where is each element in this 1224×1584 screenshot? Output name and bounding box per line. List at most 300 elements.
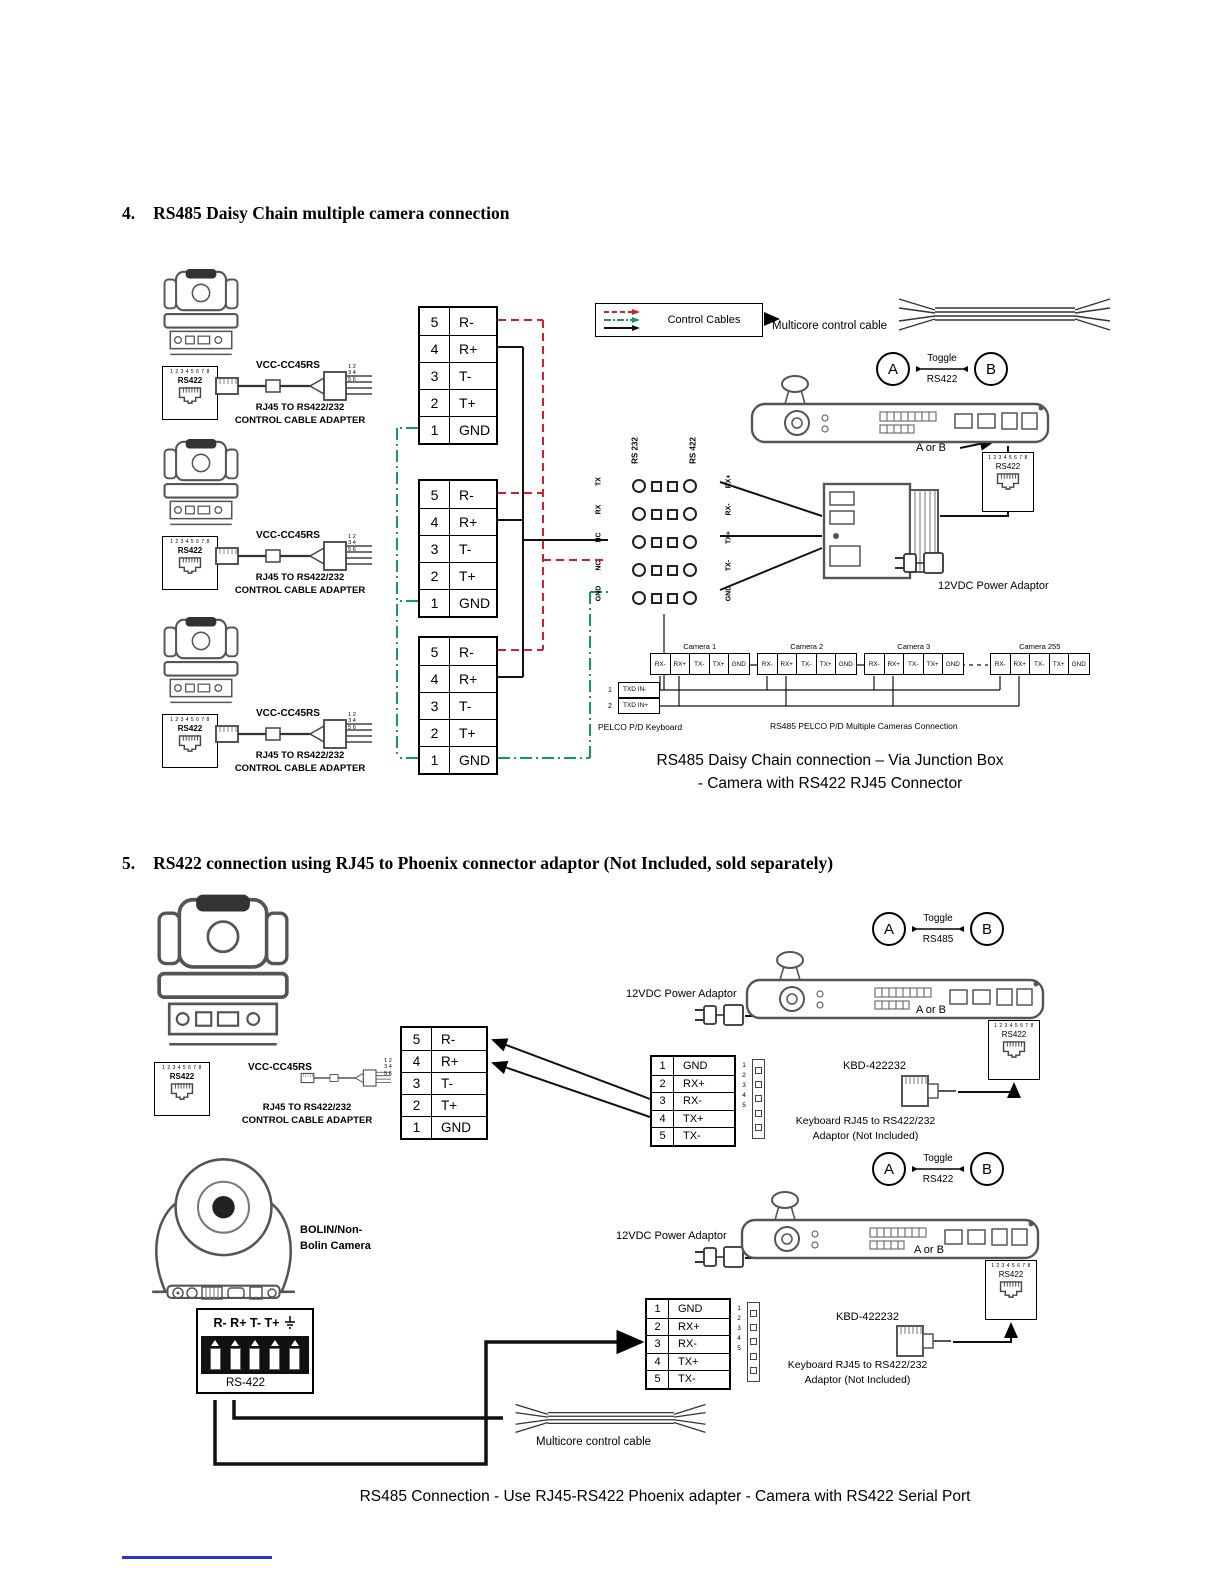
bolin-label-line1: BOLIN/Non- (300, 1224, 363, 1236)
screw-terminal-icon (683, 591, 697, 605)
toggle-a-circle: A (872, 912, 906, 946)
rs422-label: RS422 (177, 376, 203, 385)
legend-label: Control Cables (667, 314, 741, 326)
toggle-label: Toggle (923, 913, 953, 924)
strip-cell: RX+ (885, 654, 905, 674)
pin-label: R+ (441, 1054, 459, 1069)
keyboard-terminal-block (645, 1298, 731, 1390)
pin-label: GND (459, 422, 491, 438)
junction-right-pin-label: GND (725, 585, 733, 602)
pin-number: 3 (402, 1073, 432, 1094)
adapter-pin-digits: 1 2 3 4 5 6 (348, 534, 356, 553)
rj45-pin-digits: 1 2 3 4 5 6 7 8 (170, 369, 210, 375)
junction-left-pin-label: NC (595, 532, 603, 543)
terminal-row (420, 692, 496, 719)
pin-number: 2 (420, 390, 450, 416)
junction-row (595, 474, 733, 494)
pelco-keyboard-label: PELCO P/D Keyboard (598, 722, 683, 732)
daisy-strip-3 (864, 642, 964, 675)
pin-number: 5 (647, 1371, 669, 1388)
vcc-cable-label: VCC-CC45RS (256, 708, 320, 719)
phoenix-pin-digits: 1 2 3 4 5 (737, 1305, 741, 1353)
pin-label: TX- (683, 1130, 701, 1143)
strip-cell: TX- (690, 654, 710, 674)
pin-label: GND (441, 1120, 471, 1135)
toggle-ab-switch (872, 912, 1004, 946)
arrow-up-icon (251, 1340, 259, 1346)
screw-terminal-icon (683, 479, 697, 493)
legend-wire-samples-icon (602, 307, 644, 333)
double-arrow-icon (911, 1164, 965, 1174)
terminal-block-camera3 (418, 636, 498, 775)
section5-title: RS422 connection using RJ45 to Phoenix connector adaptor (Not Included, sold separately) (153, 853, 834, 873)
pin-label: T+ (459, 725, 476, 741)
pin-number: 3 (420, 693, 450, 719)
junction-left-pin-label: TX (595, 477, 603, 486)
camera-strip-label: Camera 255 (1019, 642, 1061, 651)
pelco-pin-label: TXD IN- (618, 682, 660, 698)
pin-number: 3 (652, 1093, 674, 1110)
pin-number: 2 (647, 1319, 669, 1336)
camera-rear-ports-icon (168, 1280, 318, 1306)
adapter-caption (212, 1102, 402, 1128)
vcc-cable-label: VCC-CC45RS (248, 1062, 312, 1073)
rs422-label: RS422 (995, 462, 1021, 471)
wire-hole-icon (651, 565, 662, 576)
strip-cell: RX- (758, 654, 778, 674)
toggle-protocol-label: RS485 (922, 934, 954, 945)
wire-slot-icon (210, 1348, 221, 1370)
terminal-row (420, 362, 496, 389)
pin-number: 3 (420, 536, 450, 562)
pin-number: 2 (420, 563, 450, 589)
wire-slot-icon (289, 1348, 300, 1370)
strip-cell: RX- (651, 654, 671, 674)
strip-cell: TX- (1030, 654, 1050, 674)
terminal-row (402, 1028, 486, 1050)
wire-slot-icon (249, 1348, 260, 1370)
phoenix-cell (249, 1340, 260, 1370)
pin-label: TX- (678, 1373, 696, 1386)
pelco-pin-number: 2 (608, 702, 612, 710)
section4-title: RS485 Daisy Chain multiple camera connection (153, 203, 510, 223)
junction-right-pin-label: TX- (725, 559, 733, 572)
terminal-row (647, 1370, 729, 1388)
toggle-b-circle: B (970, 912, 1004, 946)
controller-rs422-port-box (985, 1260, 1037, 1320)
phoenix-header (198, 1310, 312, 1336)
terminal-block-rs422 (400, 1026, 488, 1140)
screw-terminal-icon (683, 507, 697, 521)
pin-number: 2 (420, 720, 450, 746)
rs422-label: RS422 (1001, 1030, 1027, 1039)
camera-strip (864, 653, 964, 675)
adapter-pin-digits: 1 2 3 4 5 6 (348, 712, 356, 731)
terminal-row (420, 508, 496, 535)
terminal-row (647, 1335, 729, 1353)
pin-label: TX+ (678, 1355, 699, 1368)
section4-figure-caption (560, 752, 1100, 793)
pin-number: 5 (420, 308, 450, 335)
section5-figure-caption (260, 1488, 1070, 1506)
section5-heading (122, 853, 833, 874)
keyboard-adaptor-icon (893, 1320, 953, 1362)
pin-number: 1 (647, 1300, 669, 1318)
toggle-ab-switch (876, 352, 1008, 386)
rj45-jack-icon (177, 556, 203, 575)
toggle-protocol-label: RS422 (926, 374, 958, 385)
rs422-phoenix-block (196, 1308, 314, 1394)
controller-rs422-port-box (982, 452, 1034, 512)
bolin-camera-icon (126, 1144, 321, 1302)
screw-terminal-icon (632, 507, 646, 521)
terminal-row (420, 562, 496, 589)
wire-hole-icon (651, 537, 662, 548)
terminal-row (420, 638, 496, 665)
camera-strip-label: Camera 3 (897, 642, 931, 651)
multicore-cable-label: Multicore control cable (772, 320, 888, 332)
pin-label: R+ (459, 341, 478, 357)
power-adaptor-icon (893, 548, 945, 580)
strip-cell: TX+ (817, 654, 837, 674)
vcc-cable-label: VCC-CC45RS (256, 530, 320, 541)
rj45-jack-icon (177, 386, 203, 405)
pin-number: 2 (402, 1095, 432, 1116)
toggle-middle (914, 353, 970, 385)
terminal-row (402, 1116, 486, 1138)
rs422-label: RS422 (998, 1270, 1024, 1279)
ptz-camera-icon (162, 268, 240, 364)
pin-label: R- (441, 1031, 456, 1047)
terminal-row (652, 1127, 734, 1145)
ptz-camera-icon (162, 616, 240, 712)
pin-number: 4 (420, 666, 450, 692)
pin-number: 4 (420, 336, 450, 362)
pin-number: 2 (652, 1076, 674, 1093)
terminal-row (420, 746, 496, 773)
rj45-jack-icon (1001, 1040, 1027, 1059)
pin-number: 1 (420, 747, 450, 773)
controller-rs422-port-box (988, 1020, 1040, 1080)
wire-hole-icon (667, 509, 678, 520)
a-or-b-label: A or B (916, 442, 946, 454)
strip-cell: RX+ (671, 654, 691, 674)
pin-number: 5 (402, 1028, 432, 1050)
pin-number: 5 (652, 1128, 674, 1145)
junction-right-pin-label: TX+ (725, 530, 733, 545)
cable-adapter-icon (300, 1058, 395, 1098)
toggle-a-circle: A (872, 1152, 906, 1186)
section5-number: 5. (122, 853, 136, 873)
keyboard-adaptor-caption (750, 1358, 965, 1387)
rs422-serial-label: RS-422 (226, 1377, 265, 1389)
pin-number: 1 (652, 1057, 674, 1075)
rj45-pin-digits: 1 2 3 4 5 6 7 8 (170, 717, 210, 723)
pin-number: 4 (652, 1111, 674, 1128)
double-arrow-icon (911, 924, 965, 934)
terminal-row (652, 1057, 734, 1075)
junction-box-terminal (595, 437, 733, 614)
toggle-b-circle: B (970, 1152, 1004, 1186)
pin-label: T+ (459, 395, 476, 411)
arrow-up-icon (291, 1340, 299, 1346)
pin-label: T- (441, 1076, 453, 1091)
kbd-model-label: KBD-422232 (843, 1060, 906, 1072)
kbd-model-label: KBD-422232 (836, 1311, 899, 1323)
kbd-caption-line1: Keyboard RJ45 to RS422/232 (795, 1115, 936, 1127)
pin-label: T+ (441, 1098, 458, 1113)
terminal-row (652, 1092, 734, 1110)
ground-icon (284, 1316, 296, 1330)
keyboard-adaptor-icon (898, 1070, 958, 1112)
daisy-strip-255 (990, 642, 1090, 675)
phoenix-pin-digits: 1 2 3 4 5 (742, 1062, 746, 1110)
keyboard-terminal-block (650, 1055, 736, 1147)
pin-label: RX- (678, 1338, 697, 1351)
phoenix-cell (289, 1340, 300, 1370)
pin-label: GND (678, 1302, 703, 1315)
power-adaptor-label: 12VDC Power Adaptor (626, 988, 737, 1000)
toggle-label: Toggle (927, 353, 957, 364)
pin-number: 1 (420, 590, 450, 616)
terminal-row (647, 1318, 729, 1336)
junction-left-pin-label: RX (595, 504, 603, 515)
strip-cell: TX+ (710, 654, 730, 674)
toggle-middle (910, 1153, 966, 1185)
junction-left-pin-label: GND (595, 585, 603, 602)
toggle-protocol-label: RS422 (922, 1174, 954, 1185)
pin-label: GND (459, 595, 491, 611)
adapter-caption-line2: CONTROL CABLE ADAPTER (241, 1114, 373, 1126)
power-adaptor-label: 12VDC Power Adaptor (938, 580, 1049, 592)
rj45-pin-digits: 1 2 3 4 5 6 7 8 (994, 1023, 1034, 1029)
kbd-caption-line2: Adaptor (Not Included) (804, 1373, 911, 1386)
pin-number: 4 (420, 509, 450, 535)
bolin-label-line2: Bolin Camera (300, 1240, 371, 1252)
vcc-cable-label: VCC-CC45RS (256, 360, 320, 371)
a-or-b-label: A or B (914, 1244, 944, 1256)
power-adaptor-icon (693, 1000, 745, 1032)
caption-line2: - Camera with RS422 RJ45 Connector (697, 775, 963, 792)
adapter-caption-line2: CONTROL CABLE ADAPTER (234, 414, 366, 426)
pelco-caption: RS485 PELCO P/D Multiple Cameras Connection (770, 721, 958, 731)
pin-label: R- (459, 643, 474, 660)
terminal-row (420, 389, 496, 416)
phoenix-cell (230, 1340, 241, 1370)
pin-label: R+ (459, 671, 478, 687)
camera-strip-label: Camera 1 (683, 642, 717, 651)
kbd-caption-line1: Keyboard RJ45 to RS422/232 (787, 1359, 928, 1371)
adapter-caption-line1: RJ45 TO RS422/232 (255, 402, 345, 413)
pin-label: R+ (459, 514, 478, 530)
wire-hole-icon (651, 593, 662, 604)
pelco-row (608, 698, 660, 714)
power-adaptor-label: 12VDC Power Adaptor (616, 1230, 727, 1242)
screw-terminal-icon (632, 535, 646, 549)
camera-strip-label: Camera 2 (790, 642, 824, 651)
wire-slot-icon (269, 1348, 280, 1370)
adapter-caption (205, 402, 395, 428)
terminal-row (652, 1075, 734, 1093)
pin-label: R- (459, 486, 474, 503)
strip-cell: GND (1071, 660, 1086, 668)
rs422-label: RS422 (169, 1072, 195, 1081)
phoenix-cell (269, 1340, 280, 1370)
wire-hole-icon (667, 537, 678, 548)
pelco-pin-number: 1 (608, 686, 612, 694)
strip-cell: GND (945, 660, 960, 668)
rj45-jack-icon (995, 472, 1021, 491)
junction-row (595, 503, 733, 522)
junction-right-pin-label: RX- (725, 503, 733, 516)
terminal-row (402, 1094, 486, 1116)
strip-cell: RX- (865, 654, 885, 674)
arrow-up-icon (271, 1340, 279, 1346)
rj45-jack-icon (177, 734, 203, 753)
pelco-pin-label: TXD IN+ (618, 698, 660, 714)
terminal-row (420, 335, 496, 362)
pin-label: GND (683, 1059, 708, 1072)
rj45-pin-digits: 1 2 3 4 5 6 7 8 (988, 455, 1028, 461)
strip-cell: RX- (991, 654, 1011, 674)
rs232-header: RS 232 (630, 437, 640, 464)
footer-rule (122, 1556, 272, 1559)
multicore-cable-label: Multicore control cable (536, 1436, 652, 1448)
pin-number: 1 (420, 417, 450, 443)
power-adaptor-icon (693, 1242, 745, 1274)
screw-terminal-icon (683, 535, 697, 549)
ptz-camera-icon (162, 438, 240, 534)
rj45-pin-digits: 1 2 3 4 5 6 7 8 (991, 1263, 1031, 1269)
terminal-row (402, 1050, 486, 1072)
pin-label: T- (459, 368, 472, 384)
terminal-row (420, 416, 496, 443)
rj45-pin-digits: 1 2 3 4 5 6 7 8 (162, 1065, 202, 1071)
pin-label: GND (459, 752, 491, 768)
joystick-controller-icon (745, 950, 1045, 1022)
junction-row (595, 585, 733, 606)
keyboard-adaptor-caption (758, 1114, 973, 1143)
pelco-row (608, 682, 660, 698)
pin-number: 3 (420, 363, 450, 389)
wire-slot-icon (230, 1348, 241, 1370)
kbd-caption-line2: Adaptor (Not Included) (812, 1129, 919, 1142)
adapter-pin-digits: 1 2 3 4 5 6 (348, 364, 356, 383)
adapter-caption (205, 572, 395, 598)
adapter-caption-line1: RJ45 TO RS422/232 (255, 572, 345, 583)
strip-cell: GND (731, 660, 746, 668)
arrow-up-icon (211, 1340, 219, 1346)
phoenix-terminal-bar (201, 1336, 309, 1374)
pin-number: 4 (402, 1051, 432, 1072)
wire-hole-icon (667, 565, 678, 576)
pin-number: 5 (420, 481, 450, 508)
terminal-row (402, 1072, 486, 1094)
terminal-block-camera2 (418, 479, 498, 618)
rj45-jack-icon (998, 1280, 1024, 1299)
pin-label: T+ (459, 568, 476, 584)
screw-terminal-icon (683, 563, 697, 577)
terminal-row (420, 481, 496, 508)
rs422-header: RS 422 (688, 437, 698, 464)
daisy-strip-1 (650, 642, 750, 675)
camera-rs422-port-box (154, 1062, 210, 1116)
strip-cell: TX+ (1050, 654, 1070, 674)
control-cables-legend (595, 303, 763, 337)
pin-label: RX+ (678, 1320, 700, 1333)
joystick-controller-icon (740, 1190, 1040, 1262)
junction-row (595, 559, 733, 578)
adapter-caption (205, 750, 395, 776)
wire-hole-icon (667, 593, 678, 604)
multicore-cable-icon (897, 294, 1112, 334)
caption-line1: RS485 Daisy Chain connection – Via Junction Box (656, 752, 1004, 769)
terminal-row (652, 1110, 734, 1128)
daisy-strip-2 (757, 642, 857, 675)
junction-row (595, 530, 733, 550)
wire-hole-icon (667, 481, 678, 492)
caption-line: RS485 Connection - Use RJ45-RS422 Phoenix adapter - Camera with RS422 Serial Port (359, 1488, 971, 1505)
screw-terminal-icon (632, 479, 646, 493)
strip-cell: RX+ (778, 654, 798, 674)
pin-label: RX- (683, 1095, 702, 1108)
terminal-block-camera1 (418, 306, 498, 445)
pin-label: T- (459, 698, 472, 714)
adapter-caption-line1: RJ45 TO RS422/232 (255, 750, 345, 761)
toggle-ab-switch (872, 1152, 1004, 1186)
rs422-label: RS422 (177, 724, 203, 733)
pin-label: RX+ (683, 1077, 705, 1090)
wire-hole-icon (651, 509, 662, 520)
toggle-b-circle: B (974, 352, 1008, 386)
section4-number: 4. (122, 203, 136, 223)
camera-strip (650, 653, 750, 675)
adapter-caption-line1: RJ45 TO RS422/232 (262, 1102, 352, 1113)
screw-terminal-icon (632, 591, 646, 605)
strip-cell: TX- (797, 654, 817, 674)
screw-terminal-icon (632, 563, 646, 577)
terminal-row (647, 1353, 729, 1371)
junction-left-pin-label: NC (595, 560, 603, 571)
rj45-jack-icon (169, 1082, 195, 1101)
phoenix-pin-names: R- R+ T- T+ (213, 1316, 280, 1330)
strip-cell: TX+ (924, 654, 944, 674)
section4-heading (122, 203, 509, 224)
rj45-pin-digits: 1 2 3 4 5 6 7 8 (170, 539, 210, 545)
adapter-pin-digits: 1 2 3 4 5 6 (384, 1058, 392, 1077)
toggle-middle (910, 913, 966, 945)
pin-label: T- (459, 541, 472, 557)
multicore-cable-icon (503, 1400, 718, 1436)
pin-label: TX+ (683, 1112, 704, 1125)
wire-hole-icon (651, 481, 662, 492)
pin-number: 5 (420, 638, 450, 665)
junction-right-pin-label: RX+ (725, 474, 733, 489)
pin-number: 3 (647, 1336, 669, 1353)
pin-number: 4 (647, 1354, 669, 1371)
pelco-keyboard-block (608, 682, 660, 714)
phoenix-cell (210, 1340, 221, 1370)
ptz-camera-icon (152, 893, 294, 1061)
camera-strip (757, 653, 857, 675)
pin-label: R- (459, 313, 474, 330)
terminal-row (420, 308, 496, 335)
strip-cell: TX- (904, 654, 924, 674)
toggle-label: Toggle (923, 1153, 953, 1164)
terminal-row (420, 719, 496, 746)
terminal-row (420, 535, 496, 562)
adapter-caption-line2: CONTROL CABLE ADAPTER (234, 762, 366, 774)
